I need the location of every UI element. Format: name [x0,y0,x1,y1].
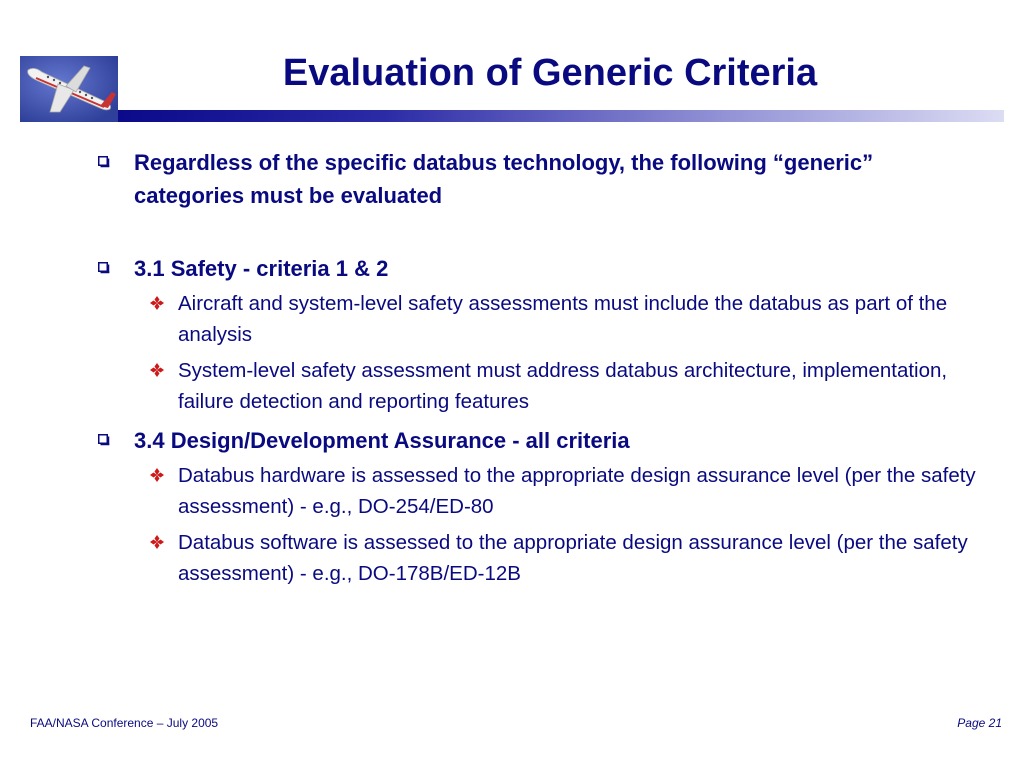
sub-bullet-item [98,288,978,350]
sub-bullet-item [98,460,978,522]
sub-bullet-text: Databus hardware is assessed to the appropriate design assurance level (per the safety assessment) - e.g., DO-254/ED-80 [178,464,976,518]
bullet-text: 3.1 Safety - criteria 1 & 2 [134,256,389,281]
sub-bullet-text: Databus software is assessed to the appropriate design assurance level (per the safety assessment) - e.g., DO-178B/ED-12B [178,531,968,585]
hollow-square-bullet-icon [98,262,110,274]
hollow-square-bullet-icon [98,434,110,446]
sub-bullet-text: Aircraft and system-level safety assessments must include the databus as part of the analysis [178,292,948,346]
footer-page-number: Page 21 [957,716,1002,730]
slide-title: Evaluation of Generic Criteria [282,52,818,94]
bullet-text: Regardless of the specific databus technology, the following “generic” categories must be evaluated [134,150,874,208]
footer-conference: FAA/NASA Conference – July 2005 [30,716,219,730]
airplane-icon [20,56,118,122]
hollow-square-bullet-icon [98,156,110,168]
four-diamond-bullet-icon [150,363,164,377]
bullet-item [98,146,978,212]
sub-bullet-item [98,527,978,589]
four-diamond-bullet-icon [150,468,164,482]
bullet-item [98,252,978,285]
slide-content [98,144,978,589]
title-divider [118,110,1004,122]
bullet-item [98,424,978,457]
bullet-text: 3.4 Design/Development Assurance - all criteria [134,428,630,453]
sub-bullet-item [98,355,978,417]
sub-bullet-text: System-level safety assessment must address databus architecture, implementation, failure detection and reporting features [178,359,948,413]
four-diamond-bullet-icon [150,535,164,549]
four-diamond-bullet-icon [150,296,164,310]
